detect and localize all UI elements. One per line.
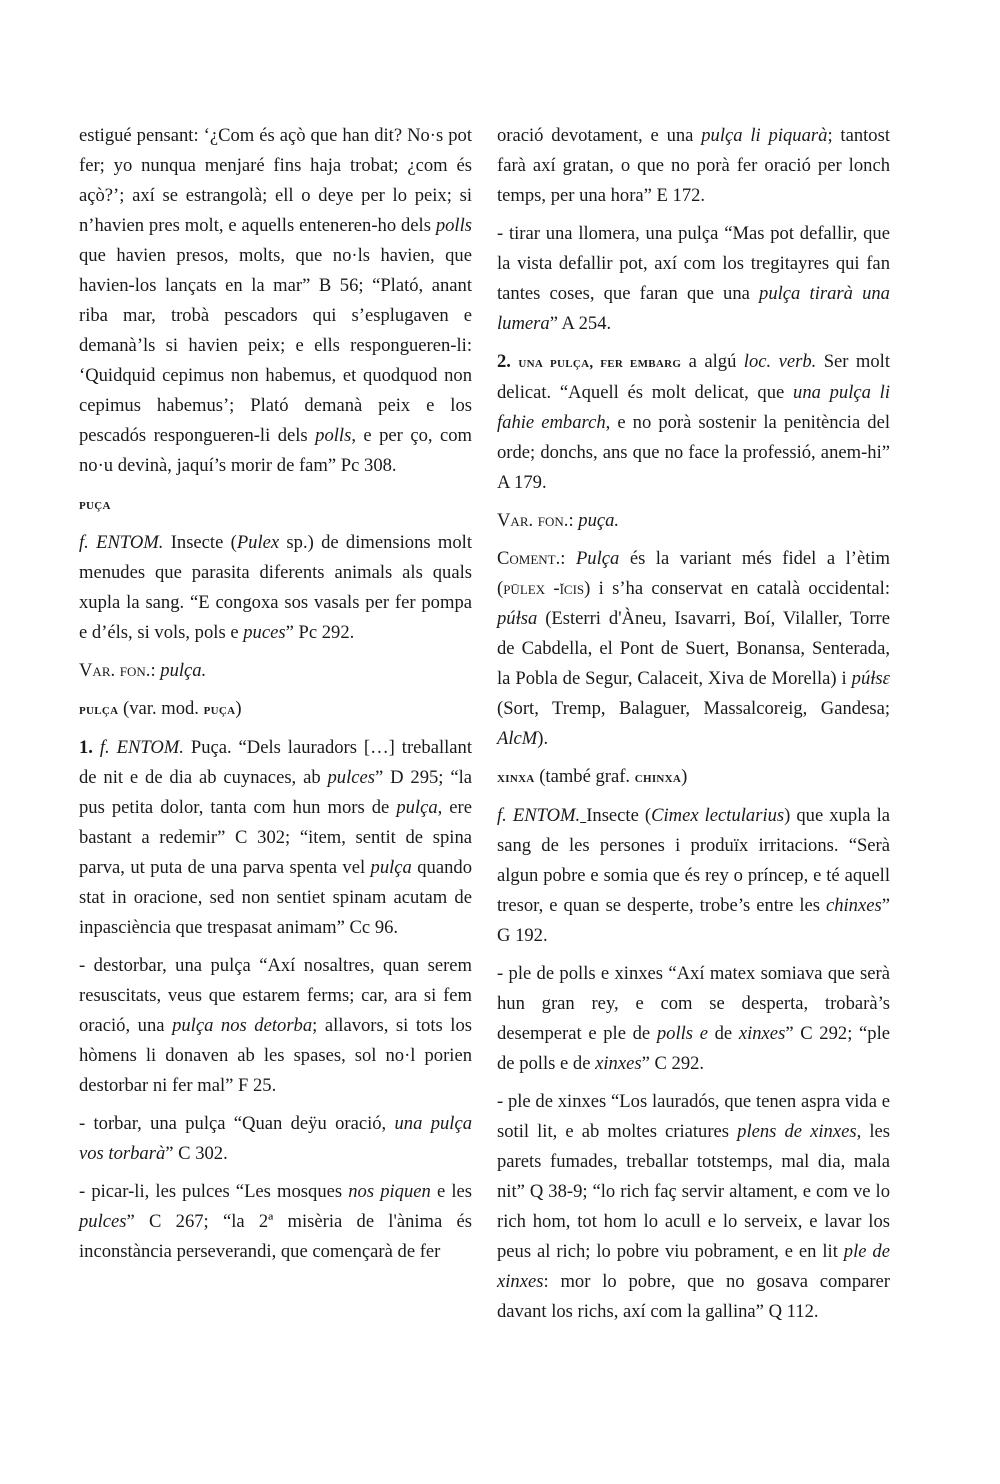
- text-run: Coment.: [497, 548, 561, 569]
- text-run: , les parets fumades, treballar totstemps, mal dia, mala nit” Q 38-9; “lo rich faç servir altament, e com ve lo rich hom, tot hom lo acull e lo serveix, e lavar los peus al rich; lo pobre viu pobrament, e en lit: [497, 1121, 890, 1262]
- text-run: polls: [435, 215, 472, 236]
- entry-paragraph: [79, 951, 472, 1101]
- text-run: pulça: [370, 857, 412, 878]
- text-run: , e per ço, com no·u devinà, jaquí’s morir de fam” Pc 308.: [79, 425, 473, 476]
- text-run: AlcM: [497, 728, 538, 749]
- text-run: e les: [430, 1181, 472, 1202]
- text-run: f. ENTOM.: [79, 532, 164, 553]
- text-run: ” Pc 292.: [285, 622, 355, 643]
- text-run: polls: [315, 425, 352, 446]
- text-run: loc. verb.: [743, 351, 817, 372]
- text-run: (var. mod.: [118, 698, 204, 719]
- entry-paragraph: [497, 762, 890, 793]
- text-run: xinxes: [595, 1053, 642, 1074]
- text-run: ple de xinxes: [497, 1241, 890, 1292]
- entry-paragraph: [497, 1087, 890, 1327]
- text-run: - tirar una llomera, una pulça “Mas pot defallir, que la vista defallir pot, axí com los tregitayres qui fan tantes coses, que faran que una: [497, 223, 890, 304]
- text-run: que havien presos, molts, que no·ls havien, que havien-los lançats en la mar” B 56; “Plató, anant riba mar, trobà pescadors qui s’esplugaven e demanà’ls si havien peix; e ells respongueren-li: ‘Quidquid cepimus non habemus, et quodquod non cepimus habemus’; Plató demanà peix e los pescadós respongueren-li dels: [79, 245, 472, 446]
- text-run: quando stat in oracione, sed non sentiet spinam acutam de inpasciència que trespasat animam” Cc 96.: [79, 857, 472, 938]
- text-run: Insecte (: [163, 532, 237, 553]
- text-run: ” C 292; “ple de polls e de: [497, 1023, 890, 1074]
- text-run: - ple de polls e xinxes “Axí matex somiava que serà hun gran rey, e com se desperta, trobarà’s desemperat e ple de: [497, 963, 890, 1044]
- text-run: ): [235, 698, 242, 719]
- text-run: de: [707, 1023, 739, 1044]
- text-run: ) que xupla la sang de les persones i produïx irritacions. “Serà algun pobre e somia que és rey o príncep, e té aquell tresor, e quan se desperte, trobe’s entre les: [497, 805, 890, 916]
- text-run: ).: [537, 728, 549, 749]
- text-run: és la variant més fidel a l’ètim (: [497, 548, 890, 599]
- text-run: - ple de xinxes “Los lauradós, que tenen aspra vida e sotil lit, e ab moltes criatures: [497, 1091, 890, 1142]
- text-run: chinxes: [825, 895, 882, 916]
- text-run: ” C 302.: [165, 1143, 228, 1164]
- text-run: - torbar, una pulça “Quan deÿu oració,: [79, 1113, 395, 1134]
- entry-paragraph: [79, 656, 472, 686]
- text-run: pulça li piquarà: [701, 125, 828, 146]
- text-run: ” C 267; “la 2ª misèria de l'ànima és inconstància perseverandi, que començarà de fer: [79, 1211, 472, 1262]
- text-run: ” C 292.: [641, 1053, 705, 1074]
- text-run: estigué pensant: ‘¿Com és açò que han dit? No·s pot fer; yo nunqua menjaré fins haja trobat; ¿com és açò?’; axí se estrangolà; ell o deye per lo peix; si n’havien pres molt, e aquells enteneren-ho dels: [79, 125, 472, 236]
- text-run: púɫsa: [497, 608, 538, 629]
- text-run: - destorbar, una pulça “Axí nosaltres, quan serem resuscitats, veus que estarem ferms; car, ara si fem oració, una: [79, 955, 472, 1036]
- text-run: (Sort, Tremp, Balaguer, Massalcoreig, Gandesa;: [497, 698, 890, 719]
- text-run: Pulex: [236, 532, 280, 553]
- entry-paragraph: [497, 219, 890, 339]
- text-run: puça.: [578, 510, 620, 531]
- entry-paragraph: [79, 1109, 472, 1169]
- text-run: Var. fon.: [79, 660, 151, 681]
- text-run: ” D 295; “la pus petita dolor, tanta com hun mors de: [79, 767, 472, 818]
- text-run: xinxes: [738, 1023, 786, 1044]
- text-run: puces: [243, 622, 286, 643]
- entry-paragraph: [79, 489, 472, 520]
- text-run: ” A 254.: [549, 313, 612, 334]
- text-run: oració devotament, e una: [497, 125, 702, 146]
- entry-paragraph: [497, 801, 890, 951]
- text-run: pulça tirarà una lumera: [497, 283, 890, 334]
- text-run: Cimex lectularius: [651, 805, 785, 826]
- text-run: : mor lo pobre, que no gosava comparer davant los richs, axí com la gallina” Q 112.: [497, 1271, 890, 1322]
- text-run: f. ENTOM.: [99, 737, 184, 758]
- text-run: Insecte (: [586, 805, 652, 826]
- entry-paragraph: [79, 694, 472, 725]
- entry-paragraph: [497, 347, 890, 498]
- entry-paragraph: [79, 121, 472, 481]
- text-run: (Esterri d'Àneu, Isavarri, Boí, Vilaller, Torre de Cabdella, el Pont de Suert, Bonansa, Senterada, la Pobla de Segur, Calaceit, Xiva de Morella) i: [497, 608, 890, 689]
- text-run: nos piquen: [348, 1181, 431, 1202]
- text-run: pūlex -ĭcis: [503, 578, 585, 599]
- text-run: f. ENTOM.: [497, 805, 581, 826]
- text-run: sp.) de dimensions molt menudes que parasita diferents animals als quals xupla la sang. “E congoxa sos vasals per fer pompa e d’éls, si vols, pols e: [79, 532, 472, 643]
- text-run: Pulça: [575, 548, 620, 569]
- text-run: ” G 192.: [497, 895, 890, 946]
- entry-paragraph: [497, 506, 890, 536]
- entry-paragraph: [79, 733, 472, 943]
- entry-paragraph: [497, 544, 890, 754]
- text-run: Ser molt delicat. “Aquell és molt delicat, que: [497, 351, 891, 403]
- text-run: plens de xinxes: [737, 1121, 857, 1142]
- text-run: a algú: [681, 351, 744, 372]
- text-run: :: [560, 548, 576, 569]
- text-run: - picar-li, les pulces “Les mosques: [79, 1181, 349, 1202]
- text-run: , e no porà sostenir la penitència del orde; donchs, ans que no face la professió, anem-hi” A 179.: [497, 412, 890, 493]
- headword: una pulça, fer embarg: [518, 355, 682, 371]
- text-run: :: [568, 510, 579, 531]
- text-run: , ere bastant a redemir” C 302; “item, sentit de spina parva, ut puta de una parva spenta vel: [79, 797, 473, 878]
- text-run: Puça. “Dels lauradors […] treballant de nit e de dia ab cuynaces, ab: [79, 737, 472, 788]
- text-run: [93, 737, 100, 758]
- text-run: :: [150, 660, 161, 681]
- headword: xinxa: [497, 770, 535, 786]
- entry-paragraph: [497, 121, 890, 211]
- text-run: ; tantost farà axí gratan, o que no porà fer oració per lonch temps, per una hora” E 172.: [497, 125, 891, 206]
- entry-paragraph: [79, 528, 472, 648]
- entry-paragraph: [79, 1177, 472, 1267]
- left-column: [79, 121, 472, 1275]
- headword: pulça: [79, 702, 119, 718]
- text-run: pulces: [327, 767, 375, 788]
- text-run: una pulça vos torbarà: [79, 1113, 473, 1164]
- text-run: 1.: [79, 737, 93, 758]
- text-run: ) i s’ha conservat en català occidental:: [584, 578, 890, 599]
- text-run: pulces: [79, 1211, 127, 1232]
- text-run: Var. fon.: [497, 510, 569, 531]
- text-run: polls e: [656, 1023, 708, 1044]
- headword: chinxa: [634, 770, 682, 786]
- text-run: ): [681, 766, 688, 787]
- text-run: pulça: [396, 797, 438, 818]
- headword: puça: [79, 497, 111, 513]
- text-run: pulça nos detorba: [172, 1015, 313, 1036]
- text-run: pulça.: [160, 660, 207, 681]
- text-run: púɫsɛ: [851, 668, 890, 689]
- text-run: ; allavors, si tots los hòmens li donaven ab les spases, sol no·l porien destorbar ni fer mal” F 25.: [79, 1015, 473, 1096]
- right-column: [497, 121, 890, 1335]
- text-run: (també graf.: [534, 766, 635, 787]
- text-run: una pulça li fahie embarch: [497, 382, 890, 433]
- text-run: 2.: [497, 351, 511, 372]
- headword: puça: [203, 702, 236, 718]
- entry-paragraph: [497, 959, 890, 1079]
